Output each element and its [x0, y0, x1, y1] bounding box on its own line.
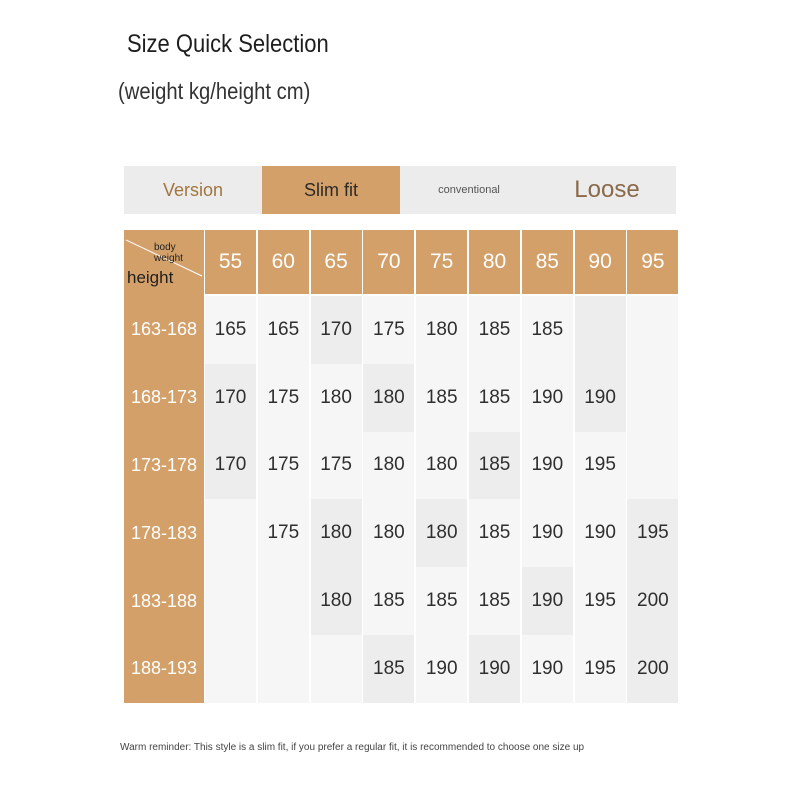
height-row-header: 183-188 [124, 567, 204, 635]
size-cell: 185 [373, 590, 405, 612]
size-cell: 175 [267, 386, 300, 408]
footnote-reminder: Warm reminder: This style is a slim fit, if you prefer a regular fit, it is recommended to choose one size up [120, 742, 585, 753]
version-option-conventional[interactable]: conventional [438, 184, 500, 196]
size-cell: 175 [267, 522, 300, 544]
size-cell: 190 [425, 657, 458, 679]
page-subtitle: (weight kg/height cm) [118, 78, 311, 104]
size-cell: 190 [531, 590, 564, 612]
weight-header-65: 65 [311, 230, 362, 294]
version-option-slim-fit[interactable]: Slim fit [262, 166, 400, 214]
size-cell: 185 [425, 590, 458, 612]
size-cell: 170 [214, 454, 247, 476]
size-cell: 185 [478, 590, 511, 612]
size-cell: 185 [478, 318, 511, 340]
shaded-cell-bg [575, 296, 626, 364]
height-row-header: 168-173 [124, 364, 204, 432]
size-cell: 195 [584, 590, 616, 612]
corner-weight-label: body weight [154, 242, 183, 264]
size-cell: 185 [425, 386, 458, 408]
weight-header-90: 90 [575, 230, 626, 294]
version-option-loose[interactable]: Loose [574, 176, 640, 203]
size-cell: 190 [531, 657, 564, 679]
size-cell: 185 [531, 318, 564, 340]
weight-header-75: 75 [416, 230, 467, 294]
size-cell: 180 [320, 522, 352, 544]
size-cell: 185 [478, 386, 511, 408]
version-bar [124, 166, 676, 214]
size-cell: 180 [425, 318, 458, 340]
weight-header-60: 60 [258, 230, 309, 294]
weight-header-70: 70 [363, 230, 414, 294]
size-cell: 190 [584, 386, 616, 408]
weight-header-80: 80 [469, 230, 520, 294]
size-table [124, 230, 677, 700]
size-cell: 180 [425, 454, 458, 476]
size-cell: 200 [637, 657, 669, 679]
size-cell: 195 [584, 454, 616, 476]
size-cell: 190 [478, 657, 511, 679]
size-cell: 180 [320, 386, 352, 408]
size-cell: 195 [637, 522, 669, 544]
size-cell: 165 [267, 318, 300, 340]
size-cell: 170 [214, 386, 247, 408]
size-cell: 190 [584, 522, 616, 544]
size-cell: 190 [531, 454, 564, 476]
size-cell: 185 [478, 454, 511, 476]
size-cell: 180 [373, 454, 405, 476]
size-cell: 185 [478, 522, 511, 544]
height-row-header: 163-168 [124, 296, 204, 364]
corner-height-label: height [127, 268, 174, 287]
size-cell: 180 [320, 590, 352, 612]
height-row-header: 178-183 [124, 499, 204, 567]
weight-header-95: 95 [627, 230, 678, 294]
page-title: Size Quick Selection [127, 30, 329, 58]
size-cell: 165 [214, 318, 247, 340]
size-cell: 180 [425, 522, 458, 544]
size-cell: 190 [531, 522, 564, 544]
table-corner-header [124, 230, 204, 294]
weight-header-55: 55 [205, 230, 256, 294]
size-cell: 175 [373, 318, 405, 340]
size-cell: 185 [373, 657, 405, 679]
size-cell: 170 [320, 318, 352, 340]
size-cell: 180 [373, 522, 405, 544]
size-cell: 180 [373, 386, 405, 408]
version-label: Version [162, 179, 224, 200]
size-cell: 195 [584, 657, 616, 679]
size-cell: 190 [531, 386, 564, 408]
weight-header-85: 85 [522, 230, 573, 294]
height-row-header: 188-193 [124, 635, 204, 703]
size-cell: 200 [637, 590, 669, 612]
size-cell: 175 [267, 454, 300, 476]
height-row-header: 173-178 [124, 432, 204, 500]
size-cell: 175 [320, 454, 352, 476]
